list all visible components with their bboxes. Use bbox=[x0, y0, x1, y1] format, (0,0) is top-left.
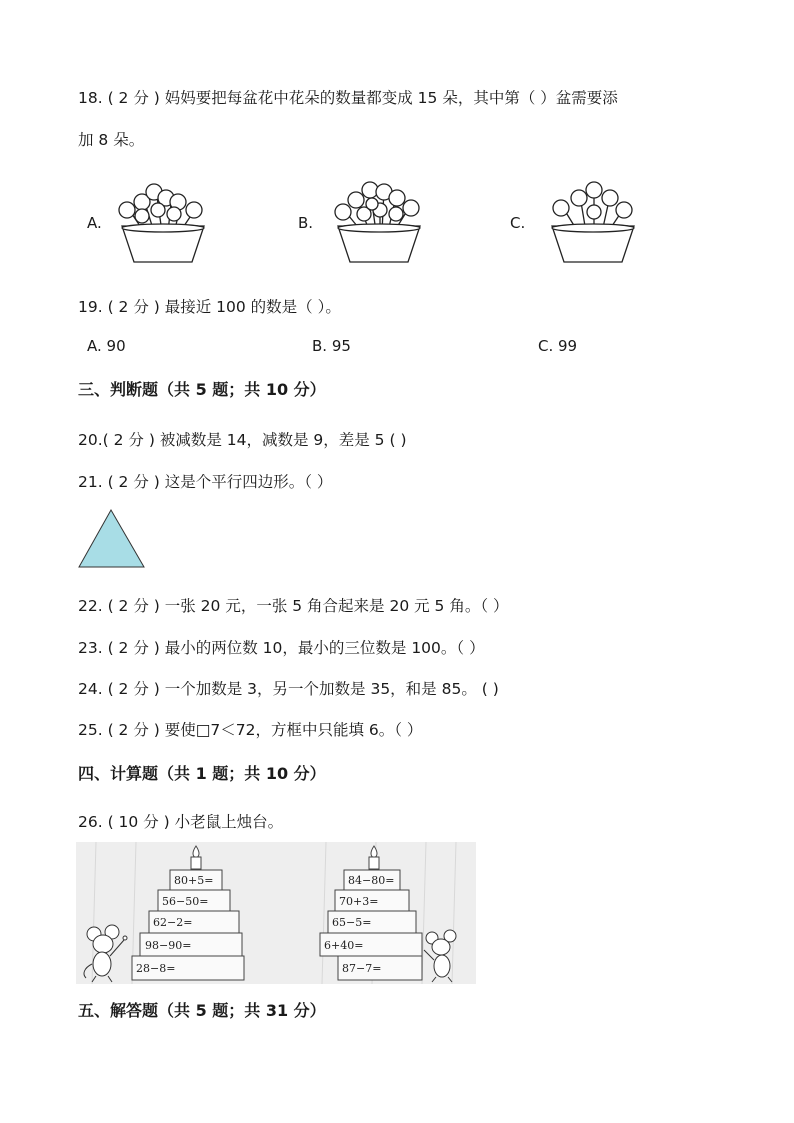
q19-text: 19. ( 2 分 ) 最接近 100 的数是（ ）。 bbox=[78, 298, 341, 316]
section-4-title: 四、计算题（共 1 题；共 10 分） bbox=[78, 764, 326, 783]
flower-pot-c-icon bbox=[544, 180, 644, 266]
triangle-figure bbox=[78, 508, 146, 570]
q22-text: 22. ( 2 分 ) 一张 20 元，一张 5 角合起来是 20 元 5 角。（ ） bbox=[78, 597, 509, 615]
candle-stand-illustration bbox=[76, 842, 476, 984]
q25-text: 25. ( 2 分 ) 要使□7＜72，方框中只能填 6。（ ） bbox=[78, 721, 423, 739]
right-cake-eq-4: 6+40= bbox=[324, 939, 364, 952]
q26-text: 26. ( 10 分 ) 小老鼠上烛台。 bbox=[78, 813, 284, 831]
q20-text: 20.( 2 分 ) 被减数是 14，减数是 9，差是 5 ( ) bbox=[78, 431, 407, 449]
q19-option-a[interactable]: A. 90 bbox=[87, 337, 126, 355]
left-cake-eq-5: 28−8= bbox=[136, 962, 176, 975]
flower-pot-b-icon bbox=[330, 180, 430, 266]
section-5-title: 五、解答题（共 5 题；共 31 分） bbox=[78, 1001, 326, 1020]
q18-line2: 加 8 朵。 bbox=[78, 131, 145, 149]
left-cake-eq-4: 98−90= bbox=[145, 939, 192, 952]
q19-option-b[interactable]: B. 95 bbox=[312, 337, 351, 355]
right-cake-eq-2: 70+3= bbox=[339, 895, 379, 908]
q23-text: 23. ( 2 分 ) 最小的两位数 10，最小的三位数是 100。（ ） bbox=[78, 639, 485, 657]
q18-option-a-label[interactable]: A. bbox=[87, 214, 102, 232]
q18-option-b-label[interactable]: B. bbox=[298, 214, 314, 232]
section-3-title: 三、判断题（共 5 题；共 10 分） bbox=[78, 380, 326, 399]
flower-pot-a-icon bbox=[114, 180, 214, 266]
right-cake-eq-5: 87−7= bbox=[342, 962, 382, 975]
q18-option-c-label[interactable]: C. bbox=[510, 214, 526, 232]
right-cake-eq-1: 84−80= bbox=[348, 874, 395, 887]
q18-line1: 18. ( 2 分 ) 妈妈要把每盆花中花朵的数量都变成 15 朵，其中第（ ）盆需要添 bbox=[78, 89, 618, 107]
q21-text: 21. ( 2 分 ) 这是个平行四边形。（ ） bbox=[78, 473, 333, 491]
left-cake-eq-1: 80+5= bbox=[174, 874, 214, 887]
q19-option-c[interactable]: C. 99 bbox=[538, 337, 578, 355]
right-cake-eq-3: 65−5= bbox=[332, 916, 372, 929]
left-cake-eq-3: 62−2= bbox=[153, 916, 193, 929]
q24-text: 24. ( 2 分 ) 一个加数是 3，另一个加数是 35，和是 85。 ( ) bbox=[78, 680, 499, 698]
left-cake-eq-2: 56−50= bbox=[162, 895, 209, 908]
